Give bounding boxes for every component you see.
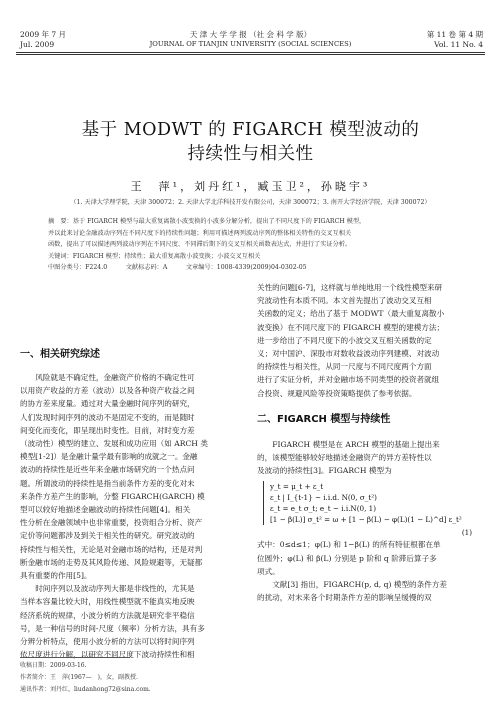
text-line: 进行了实证分析，并对金融市场不同类型的投资者就组 <box>257 375 440 385</box>
text-line: 的扰动，对未来各个时期条件方差的影响呈缓慢的双 <box>257 593 432 603</box>
author-list: 王 萍¹，刘丹红¹，臧玉卫²，孙晓宇³ <box>130 180 371 193</box>
text-line: （波动性）模型的建立、发展和成功应用（如 ARCH 类 <box>20 439 208 449</box>
header-rule <box>16 52 485 53</box>
text-line: 以用资产收益的方差（波动）以及各种资产收益之间 <box>20 386 195 396</box>
equation-number: (1) <box>461 528 472 538</box>
text-line: 义；对中国沪、深股市对数收益波动序列建模、对波动 <box>257 349 440 359</box>
journal-name-cn: 天 津 大 学 学 报 （社 会 科 学 版） <box>189 30 312 39</box>
text-line: 关函数的定义；给出了基于 MODWT（最大重复离散小 <box>257 309 445 319</box>
paragraph <box>257 438 472 478</box>
text-line: 具有重要的作用[5]。 <box>20 571 92 581</box>
text-line: 时间序列以及波动序列大都是非线性的，尤其是 <box>35 584 195 594</box>
text-line: 文献[3] 指出，FIGARCH(p, d, q) 模型的条件方差 <box>272 580 448 590</box>
text-line: 型可以较好地描述金融波动的持续性问题[4]。相关 <box>20 505 191 515</box>
footnote-contact: 通讯作者：刘丹红，liudanhong72@sina.com. <box>20 686 151 693</box>
abstract-line: 函数，提出了可以描述两列波动序列在不同尺度、不同滞后期下的交叉互相关函数表达式，并进行了实证分析。 <box>48 241 352 248</box>
paragraph <box>257 578 472 604</box>
text-line: 究波动性有本质不同。本文首先提出了波动交叉互相 <box>257 296 432 306</box>
volume-cn: 第 11 卷 第 4 期 <box>426 30 483 39</box>
equation-system <box>263 481 472 525</box>
journal-name-en: JOURNAL OF TIANJIN UNIVERSITY (SOCIAL SCIENCES) <box>149 40 352 48</box>
paragraph <box>20 371 235 582</box>
equation-line: y_t = μ_t + ε_t <box>270 482 324 492</box>
paper-title-line2: 持续性与相关性 <box>187 144 314 164</box>
abstract <box>48 216 468 274</box>
footnote-author: 作者简介：王 萍(1967— )，女，副教授. <box>20 674 138 681</box>
text-line: FIGARCH 模型是在 ARCH 模型的基础上提出来 <box>272 439 440 449</box>
text-line: 式中：0≤d≤1；φ(L) 和 1−β(L) 的所有特征根都在单 <box>257 540 441 550</box>
abstract-line: 并以此来讨论金融波动序列在不同尺度下的持续性问题；利用可描述两列波动序列的整体相关特性的交叉互相关 <box>48 229 352 237</box>
text-line: 项式。 <box>257 566 280 576</box>
text-line: 波变换）在不同尺度下的 FIGARCH 模型的建模方法； <box>257 322 445 332</box>
paragraph <box>20 582 235 661</box>
text-line: 风险就是不确定性，金融资产价格的不确定性可 <box>35 373 195 382</box>
text-line: 定价等问题都涉及到关于相关性的研究。研究波动的 <box>20 531 195 541</box>
classification-info: 中图分类号：F224.0 文献标志码：A 文章编号：1008-4339(2009)04-0302-05 <box>48 264 307 271</box>
left-column <box>20 349 235 661</box>
volume-en: Vol. 11 No. 4 <box>434 40 483 49</box>
paragraph <box>257 538 472 578</box>
abstract-line: 摘 要：基于 FIGARCH 模型与最大重复离散小波变换的小波多分解分析，提出了不同尺度下的 FIGARCH 模型， <box>48 218 366 225</box>
text-line: 模型[1-2]）是金融计量学最有影响的成就之一。金融 <box>20 452 198 462</box>
text-line: 经济系统的规律，小波分析的方法就是研究非平稳信 <box>20 610 195 620</box>
footnote-rule <box>20 657 130 658</box>
text-line: 进一步给出了不同尺度下的小波交叉互相关函数的定 <box>257 335 432 345</box>
text-line: 断金融市场的走势及其风险传递、风险规避等，无疑都 <box>20 557 203 567</box>
text-line: 波动的持续性是近些年来金融市场研究的一个热点问 <box>20 465 195 475</box>
text-line: 性分析在金融领域中也非常重要，投资组合分析、资产 <box>20 518 203 528</box>
text-line: 位圆外；φ(L) 和 β(L) 分别是 p 阶和 q 阶滞后算子多 <box>257 553 437 563</box>
right-column <box>257 281 472 604</box>
text-line: 号，是一种信号的时间-尺度（频率）分析方法，具有多 <box>20 623 205 633</box>
issue-date-cn: 2009 年 7 月 <box>20 30 67 39</box>
text-line: 题。所谓波动的持续性是指当前条件方差的变化对未 <box>20 478 195 488</box>
text-line: 合投资、规避风险等投资策略提供了参考依据。 <box>257 388 417 398</box>
text-line: 持续性与相关性，无论是对金融市场的结构，还是对判 <box>20 544 203 554</box>
equation-line: ε_t = e_t σ_t; e_t ~ i.i.N(0, 1) <box>270 504 377 514</box>
header-rule-2 <box>16 54 485 55</box>
text-line: 依尺度进行分解，以研究不同尺度下波动持续性和相 <box>20 650 195 660</box>
paragraph <box>257 281 472 400</box>
equation-line: [1 − β(L)] σ_t² = ω + [1 − β(L) − φ(L)(1 − L)^d] ε_t² <box>270 515 462 525</box>
text-line: 间变化而变化，即呈现出时变性。目前，对时变方差 <box>20 425 195 435</box>
text-line: 的持续性与相关性，从同一尺度与不同尺度两个方面 <box>257 362 432 372</box>
keywords: 关键词：FIGARCH 模型；持续性；最大重复离散小波变换；小波交叉互相关 <box>48 252 261 260</box>
affiliations: （1. 天津大学理学院，天津 300072；2. 天津大学北洋科技开发有限公司，天津 300072；3. 南开大学经济学院，天津 300072） <box>70 199 431 206</box>
text-line: 关性的问题[6-7]，这样就与单纯地用一个线性模型来研 <box>257 283 443 292</box>
paper-title-line1: 基于 MODWT 的 FIGARCH 模型波动的 <box>81 120 420 140</box>
section-heading-1: 一、相关研究综述 <box>20 349 100 360</box>
text-line: 及波动的持续性[3]。FIGARCH 模型为 <box>257 466 392 476</box>
text-line: 人们发现时间序列的波动不是固定不变的，而是随时 <box>20 412 195 422</box>
issue-date-en: Jul. 2009 <box>20 40 55 49</box>
section-heading-2: 二、FIGARCH 模型与持续性 <box>257 413 391 425</box>
footnote-received: 收稿日期：2009-03-16. <box>20 662 87 669</box>
text-line: 的，该模型能够较好地描述金融资产的异方差特性以 <box>257 453 432 463</box>
text-line: 当样本容量比较大时，用线性模型就不能真实地反映 <box>20 597 195 607</box>
text-line: 来条件方差产生的影响，分整 FIGARCH(GARCH) 模 <box>20 491 205 501</box>
text-line: 分辨分析特点，使用小波分析的方法可以将时间序列 <box>20 637 195 647</box>
equation-line: ε_t | I_{t-1} ~ i.i.d. N(0, σ_t²) <box>270 493 377 503</box>
text-line: 的协方差来度量。通过对大量金融时间序列的研究， <box>20 399 195 409</box>
